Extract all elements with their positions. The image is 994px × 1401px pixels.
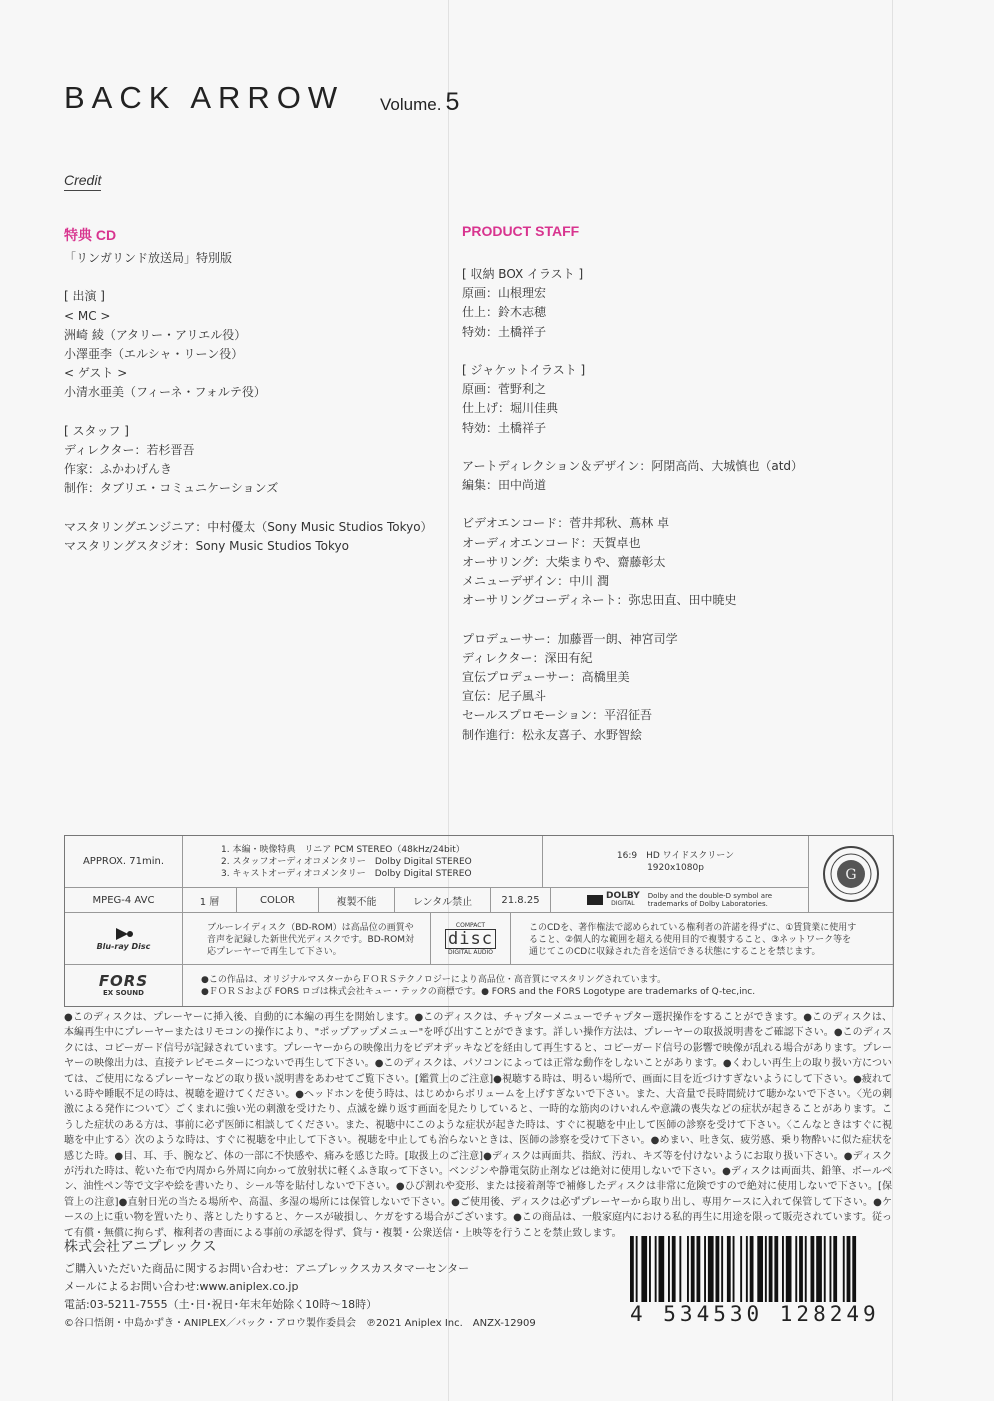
- barcode-bar: [782, 1236, 784, 1302]
- barcode-bar: [811, 1236, 815, 1302]
- barcode-bar: [816, 1236, 822, 1302]
- barcode-bar: [704, 1236, 706, 1302]
- credit-line: オーサリングコーディネート：弥忠田直、田中暁史: [462, 593, 737, 608]
- barcode-bar: [659, 1236, 665, 1302]
- credit-line: 仕上げ：堀川佳典: [462, 401, 559, 416]
- bonus-cd-credits: [64, 249, 433, 556]
- credit-line: ディレクター：若杉晋吾: [64, 442, 195, 457]
- date-cell: [491, 888, 551, 913]
- credit-line: 仕上：鈴木志穂: [462, 305, 547, 320]
- contact-line-2: メールによるお問い合わせ:www.aniplex.co.jp: [64, 1280, 299, 1293]
- seal-cell: [809, 836, 893, 913]
- barcode-bar: [833, 1236, 837, 1302]
- dolby-logo-subtext: DIGITAL: [611, 900, 635, 907]
- barcode-bar: [679, 1236, 681, 1302]
- credit-line: 宣伝：尼子風斗: [462, 689, 547, 704]
- barcode-icon: [630, 1236, 888, 1312]
- dolby-logo-text: DOLBY: [606, 891, 640, 901]
- cd-logo-cell: [431, 913, 511, 965]
- rental-cell: [395, 888, 491, 913]
- svg-text:G: G: [845, 867, 857, 883]
- color: COLOR: [260, 894, 295, 906]
- product-staff-heading: PRODUCT STAFF: [462, 223, 580, 239]
- credit-gap: [64, 403, 433, 422]
- barcode-bar: [746, 1236, 748, 1302]
- barcode-bar: [750, 1236, 754, 1302]
- credit-line: ビデオエンコード：菅井邦秋、蔦林 卓: [462, 516, 670, 531]
- credit-line: [ スタッフ ]: [64, 423, 129, 438]
- company-name: 株式会社アニプレックス: [64, 1239, 217, 1255]
- credit-line: [ 収納 BOX イラスト ]: [462, 267, 584, 281]
- duration: APPROX. 71min.: [82, 856, 165, 867]
- credit-line: メニューデザイン：中川 潤: [462, 574, 609, 588]
- audio-track-3: 3. キャストオーディオコメンタリー Dolby Digital STEREO: [221, 868, 472, 879]
- credit-gap: [462, 610, 803, 629]
- credit-line: [ ジャケットイラスト ]: [462, 362, 586, 377]
- barcode-bar: [830, 1236, 832, 1302]
- bluray-text: ブルーレイディスク（BD-ROM）は高品位の画質や音声を記録した新世代光ディスクです。BD-ROM対応プレーヤーで再生して下さい。: [207, 922, 415, 957]
- barcode-bar: [824, 1236, 826, 1302]
- credit-line: 小清水亜美（フィーネ・フォルテ役）: [64, 385, 266, 400]
- credit-line: [ 出演 ]: [64, 289, 105, 304]
- copy-restriction: 複製不能: [336, 896, 377, 908]
- barcode-bar: [641, 1236, 647, 1302]
- credit-line: オーディオエンコード：天賀卓也: [462, 535, 641, 550]
- credit-gap: [462, 495, 803, 514]
- credit-gap: [462, 438, 803, 457]
- volume-label: [380, 88, 459, 117]
- credit-line: オーサリング：大柴まりや、齋藤彰太: [462, 554, 666, 569]
- audio-track-2: 2. スタッフオーディオコメンタリー Dolby Digital STEREO: [221, 856, 472, 867]
- product-staff-credits: [462, 265, 803, 745]
- credit-gap: [462, 342, 803, 361]
- credit-gap: [64, 498, 433, 517]
- barcode-number: 4 534530 128249: [630, 1302, 880, 1326]
- barcode-bar: [687, 1236, 689, 1302]
- duration-cell: [65, 836, 183, 888]
- barcode-bar: [716, 1236, 720, 1302]
- credit-line: < ゲスト >: [64, 366, 128, 381]
- dolby-logo-icon: [587, 892, 640, 908]
- credit-line: 編集：田中尚道: [462, 478, 547, 493]
- barcode-bar: [757, 1236, 763, 1302]
- usage-notice: ●このディスクは、プレーヤーに挿入後、自動的に本編の再生を開始します。●このディスクは、チャプターメニューでチャプター選択操作をすることができます。●このディスクは、本編再生中にプレーヤーまたはリモコンの操作により、"ポップアップメニュー"を呼び出すことができます。詳しい操作方法は、プレーヤーの取扱説明書をご確認下さい。●このディスクには、コピーガード信号が記録されています。プレーヤーからの映像出力をビデオデッキなどを経由して再生すると、コピーガード信号の影響で映像が乱れる場合があります。プレーヤーの映像出力は、直接テレビモニターにつないで再生して下さい。●このディスクは、パソコンによっては正常な動作をしないことがあります。●くわしい再生上の取り扱い方については、ご使用になるプレーヤーなどの取り扱い説明書をあわせてご覧下さい。[鑑賞上のご注意]●視聴する時は、明るい場所で、画面に目を近づけすぎないようにして下さい。●疲れている時や睡眠不足の時は、視聴を避けてください。●ヘッドホンを使う時は、はじめからボリュームを上げすぎないで下さい。また、大音量で長時間続けて聴かないで下さい。〈光の刺激による発作について〉ごくまれに強い光の刺激を受けたり、点滅を繰り返す画面を見たりしていると、一時的な筋肉のけいれんや意識の喪失などの症状が起きることがあります。こうした症状のある方は、事前に必ず医師に相談してください。また、視聴中にこのような症状が起きた時は、すぐに視聴を中止して医師の診察を受けて下さい。〈こんなときはすぐに視聴を中止する〉次のような時は、すぐに視聴を中止して下さい。視聴を中止しても治らないときは、医師の診察を受けて下さい。●めまい、吐き気、疲労感、乗り物酔いに似た症状を感じた時。●目、耳、手、腕など、体の一部に不快感や、痛みを感じた時。[取扱上のご注意]●ディスクは両面共、指紋、汚れ、キズ等を付けないようにお取り扱い下さい。●ディスクが汚れた時は、乾いた布で内周から外周に向かって放射状に軽くふき取って下さい。ベンジンや静電気防止剤などは絶対に使用しないで下さい。●ディスクは両面共、鉛筆、ボールペン、油性ペン等で文字や絵を書いたり、シール等を貼付しないで下さい。●ひび割れや変形、または接着剤等で補修したディスクは非常に危険ですので絶対に使用しないで下さい。[保管上の注意]●直射日光の当たる場所や、高温、多湿の場所には保管しないで下さい。●ご使用後、ディスクは必ずプレーヤーから取り出し、専用ケースに入れて保管して下さい。●ケースの上に重い物を置いたり、落としたりすると、ケースが破損し、ケガをする場合がございます。●この商品は、一般家庭内における私的再生に用途を限って販売されています。従って有償・無償に拘らず、権利者の書面による事前の承認を得ず、貸与・複製・公衆送信・上映等を行うことを禁止致します。: [64, 1012, 892, 1239]
- codec: MPEG-4 AVC: [92, 894, 155, 906]
- screen-format: 16:9 HD ワイドスクリーン: [616, 850, 735, 861]
- compact-disc-icon: disc: [445, 929, 496, 949]
- barcode-bar: [799, 1236, 803, 1302]
- barcode-bar: [786, 1236, 792, 1302]
- credit-line: セールスプロモーション：平沼征吾: [462, 708, 652, 723]
- credit-line: 作家：ふかわげんき: [64, 462, 173, 477]
- credit-line: 特効：土橋祥子: [462, 420, 547, 435]
- fors-notice: [183, 965, 893, 1006]
- dolby-cell: [551, 888, 809, 913]
- certification-seal-icon: [822, 845, 880, 903]
- fors-logo-sub: EX SOUND: [103, 989, 144, 997]
- barcode-bar: [765, 1236, 767, 1302]
- screen-resolution: 1920x1080p: [647, 862, 704, 873]
- barcode-bar: [691, 1236, 695, 1302]
- cd-logo-top: COMPACT: [455, 921, 486, 929]
- fors-line-2: ●ＦＯＲＳおよび FORS ロゴは株式会社キュー・テックの商標です。● FORS and the FORS Logotype are trademarks of Q-tec,inc.: [201, 986, 756, 997]
- bluray-icon: [112, 926, 136, 942]
- bluray-logo-text: Blu-ray Disc: [96, 942, 151, 951]
- cd-copyright-notice: [511, 913, 893, 965]
- contact-line-3: 電話:03-5211-7555（土･日･祝日･年末年始除く10時～18時）: [64, 1298, 378, 1311]
- screen-cell: [543, 836, 809, 888]
- contact-line-1: ご購入いただいた商品に関するお問い合わせ：アニプレックスカスタマーセンター: [64, 1262, 470, 1275]
- volume-text: Volume.: [380, 95, 442, 114]
- barcode-bar: [721, 1236, 723, 1302]
- credit-gap: [64, 268, 433, 287]
- fors-logo-icon: FORS: [98, 972, 149, 990]
- barcode-bar: [740, 1236, 742, 1302]
- rental-restriction: レンタル禁止: [412, 896, 473, 908]
- spec-table: [64, 835, 894, 1007]
- credit-line: 制作進行：松永友喜子、水野智絵: [462, 727, 643, 742]
- copyright-line: ©谷口悟朗・中島かずき・ANIPLEX／バック・アロウ製作委員会 ℗2021 Aniplex Inc. ANZX-12909: [64, 1318, 536, 1329]
- credit-line: マスタリングエンジニア：中村優太（Sony Music Studios Tokyo）: [64, 519, 433, 534]
- audio-track-1: 1. 本編・映像特典 リニア PCM STEREO（48kHz/24bit）: [221, 844, 465, 855]
- barcode-bar: [727, 1236, 731, 1302]
- product-title: BACK ARROW: [64, 80, 345, 115]
- volume-number: 5: [445, 88, 460, 116]
- credit-line: マスタリングスタジオ：Sony Music Studios Tokyo: [64, 538, 349, 553]
- credit-line: 「リンガリンド放送局」特別版: [64, 251, 233, 265]
- credit-heading: Credit: [64, 172, 101, 191]
- barcode-bar: [655, 1236, 657, 1302]
- bluray-logo-cell: [65, 913, 183, 965]
- credit-line: アートディレクション＆デザイン：阿閉高尚、大城慎也（atd）: [462, 458, 804, 473]
- audio-cell: [183, 836, 543, 888]
- credit-line: プロデューサー：加藤晋一朗、神宮司学: [462, 631, 678, 646]
- cd-text: このCDを、著作権法で認められている権利者の許諾を得ずに、①賃貸業に使用すること、②個人的な範囲を超える使用目的で複製すること、③ネットワーク等を通じてこのCDに収録された音を送信できる状態にすることを禁じます。: [529, 922, 857, 957]
- credit-line: 洲崎 綾（アタリー・アリエル役）: [64, 327, 247, 342]
- barcode-bar: [843, 1236, 845, 1302]
- credit-line: 小澤亜李（エルシャ・リーン役）: [64, 346, 244, 361]
- barcode-bar: [649, 1236, 651, 1302]
- barcode-bar: [672, 1236, 676, 1302]
- bluray-description: [183, 913, 431, 965]
- barcode-bar: [769, 1236, 773, 1302]
- release-date: 21.8.25: [501, 894, 540, 906]
- barcode-bar: [636, 1236, 638, 1302]
- barcode-bar: [668, 1236, 670, 1302]
- color-cell: [237, 888, 319, 913]
- barcode-bar: [774, 1236, 778, 1302]
- barcode-bar: [630, 1236, 634, 1302]
- dolby-note: Dolby and the double-D symbol are trademarks of Dolby Laboratories.: [647, 892, 773, 908]
- barcode-bar: [733, 1236, 735, 1302]
- barcode-bar: [852, 1236, 856, 1302]
- cd-logo-bottom: DIGITAL AUDIO: [448, 948, 493, 956]
- credit-line: 制作：タブリエ・コミュニケーションズ: [64, 481, 279, 496]
- codec-cell: [65, 888, 183, 913]
- barcode-bar: [805, 1236, 807, 1302]
- credit-line: ディレクター：深田有紀: [462, 650, 593, 665]
- credit-line: 特効：土橋祥子: [462, 324, 547, 339]
- scan-line: [892, 0, 893, 1401]
- credit-line: 原画：山根理宏: [462, 286, 547, 301]
- fors-logo-cell: [65, 965, 183, 1006]
- layers: 1 層: [199, 896, 220, 908]
- credit-line: 宣伝プロデューサー：高橋里美: [462, 669, 630, 684]
- bonus-cd-heading: 特典 CD: [64, 227, 117, 243]
- copy-cell: [319, 888, 395, 913]
- fors-line-1: ●この作品は、オリジナルマスターからＦＯＲＳテクノロジーにより高品位・高音質にマスタリングされています。: [201, 974, 666, 985]
- credit-line: < MC >: [64, 308, 111, 323]
- barcode-bar: [847, 1236, 851, 1302]
- credit-line: 原画：菅野利之: [462, 382, 547, 397]
- barcode-bar: [708, 1236, 714, 1302]
- barcode-bar: [697, 1236, 701, 1302]
- barcode-bar: [795, 1236, 797, 1302]
- layers-cell: [183, 888, 237, 913]
